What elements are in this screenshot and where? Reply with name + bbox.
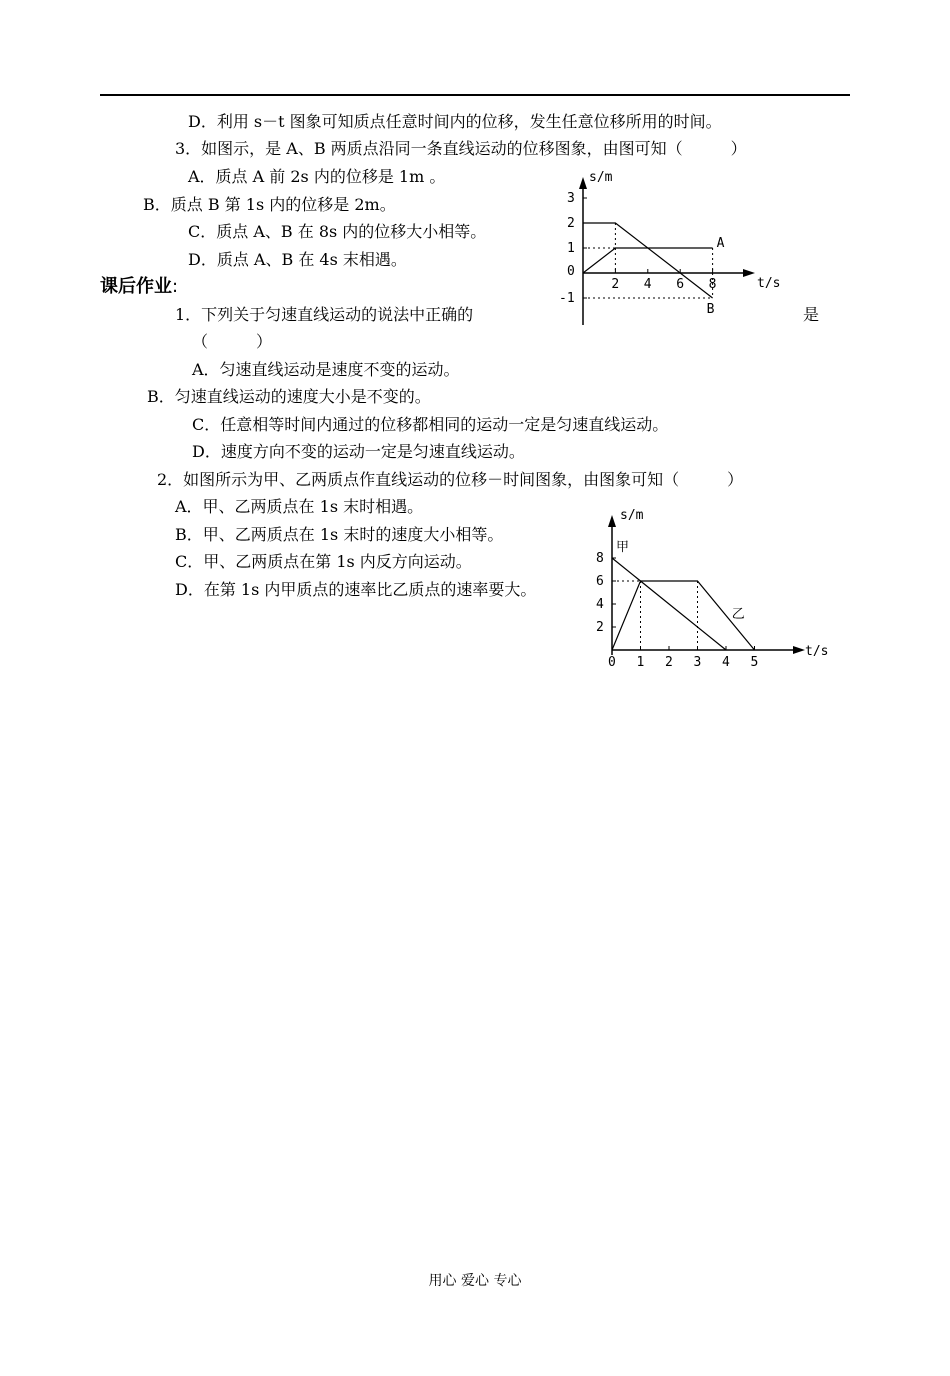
q-prev-option-d: D．利用 s－t 图象可知质点任意时间内的位移，发生任意位移所用的时间。: [188, 112, 722, 131]
y-axis-label: s/m: [589, 170, 613, 185]
x-tick-label: 0: [608, 655, 616, 670]
hw2-option-d: D．在第 1s 内甲质点的速率比乙质点的速率要大。: [175, 580, 537, 599]
x-tick-label: 2: [611, 277, 620, 292]
y-tick-label: 3: [567, 191, 575, 206]
hw1-paren: （ ）: [192, 332, 273, 351]
y-tick-label: 2: [596, 620, 604, 635]
series-label-yi: 乙: [731, 606, 745, 622]
homework-heading: [100, 276, 178, 298]
q3-option-d: D．质点 A、B 在 4s 末相遇。: [188, 250, 407, 269]
x-tick-label: 8: [708, 277, 717, 292]
hw2-option-c: C．甲、乙两质点在第 1s 内反方向运动。: [175, 552, 472, 571]
hw2-stem: 2．如图所示为甲、乙两质点作直线运动的位移－时间图象，由图象可知（ ）: [157, 470, 744, 489]
y-tick-label: 6: [596, 574, 604, 589]
series-jia-line: [612, 558, 726, 650]
hw1-option-b: B．匀速直线运动的速度大小是不变的。: [147, 387, 431, 406]
homework-heading-colon: :: [172, 276, 179, 297]
x-axis-arrow-icon: [743, 269, 755, 277]
q3-option-b: B．质点 B 第 1s 内的位移是 2m。: [143, 195, 396, 214]
y-tick-label: 0: [567, 264, 575, 279]
hw2-option-b: B．甲、乙两质点在 1s 末时的速度大小相等。: [175, 525, 504, 544]
hw2-option-a: A．甲、乙两质点在 1s 末时相遇。: [175, 497, 424, 516]
x-tick-label: 3: [693, 655, 702, 670]
x-axis-arrow-icon: [793, 646, 805, 654]
hw1-option-c: C．任意相等时间内通过的位移都相同的运动一定是匀速直线运动。: [192, 415, 669, 434]
q3-option-c: C．质点 A、B 在 8s 内的位移大小相等。: [188, 222, 487, 241]
x-axis-label: t/s: [757, 276, 781, 291]
series-label-a: A: [716, 236, 725, 251]
x-tick-label: 5: [750, 655, 759, 670]
x-tick-label: 6: [676, 277, 685, 292]
page-footer: 用心 爱心 专心: [428, 1273, 522, 1289]
y-tick-label: 4: [596, 597, 604, 612]
y-tick-label: 2: [567, 216, 575, 231]
y-tick-label: -1: [559, 291, 575, 306]
x-tick-label: 2: [665, 655, 673, 670]
series-label-b: B: [706, 302, 715, 317]
jia-yi-displacement-graph: [590, 505, 840, 675]
hw1-stem-tail: 是: [803, 305, 820, 324]
hw1-stem: 1．下列关于匀速直线运动的说法中正确的: [175, 305, 474, 324]
y-tick-label: 8: [596, 551, 604, 566]
series-label-jia: 甲: [616, 540, 630, 556]
y-tick-label: 1: [567, 241, 575, 256]
x-tick-label: 4: [722, 655, 730, 670]
ab-displacement-graph: [555, 165, 795, 325]
q3-option-a: A．质点 A 前 2s 内的位移是 1m 。: [188, 167, 446, 186]
hw1-option-d: D．速度方向不变的运动一定是匀速直线运动。: [192, 442, 525, 461]
q3-stem: 3．如图示，是 A、B 两质点沿同一条直线运动的位移图象，由图可知（ ）: [175, 139, 747, 158]
y-axis-arrow-icon: [579, 177, 587, 189]
x-tick-label: 1: [636, 655, 645, 670]
y-axis-arrow-icon: [608, 515, 616, 527]
homework-heading-text: 课后作业: [100, 276, 172, 297]
header-rule: [100, 94, 850, 96]
hw1-option-a: A．匀速直线运动是速度不变的运动。: [192, 360, 460, 379]
y-axis-label: s/m: [620, 508, 644, 523]
x-tick-label: 4: [643, 277, 652, 292]
x-axis-label: t/s: [805, 644, 829, 659]
